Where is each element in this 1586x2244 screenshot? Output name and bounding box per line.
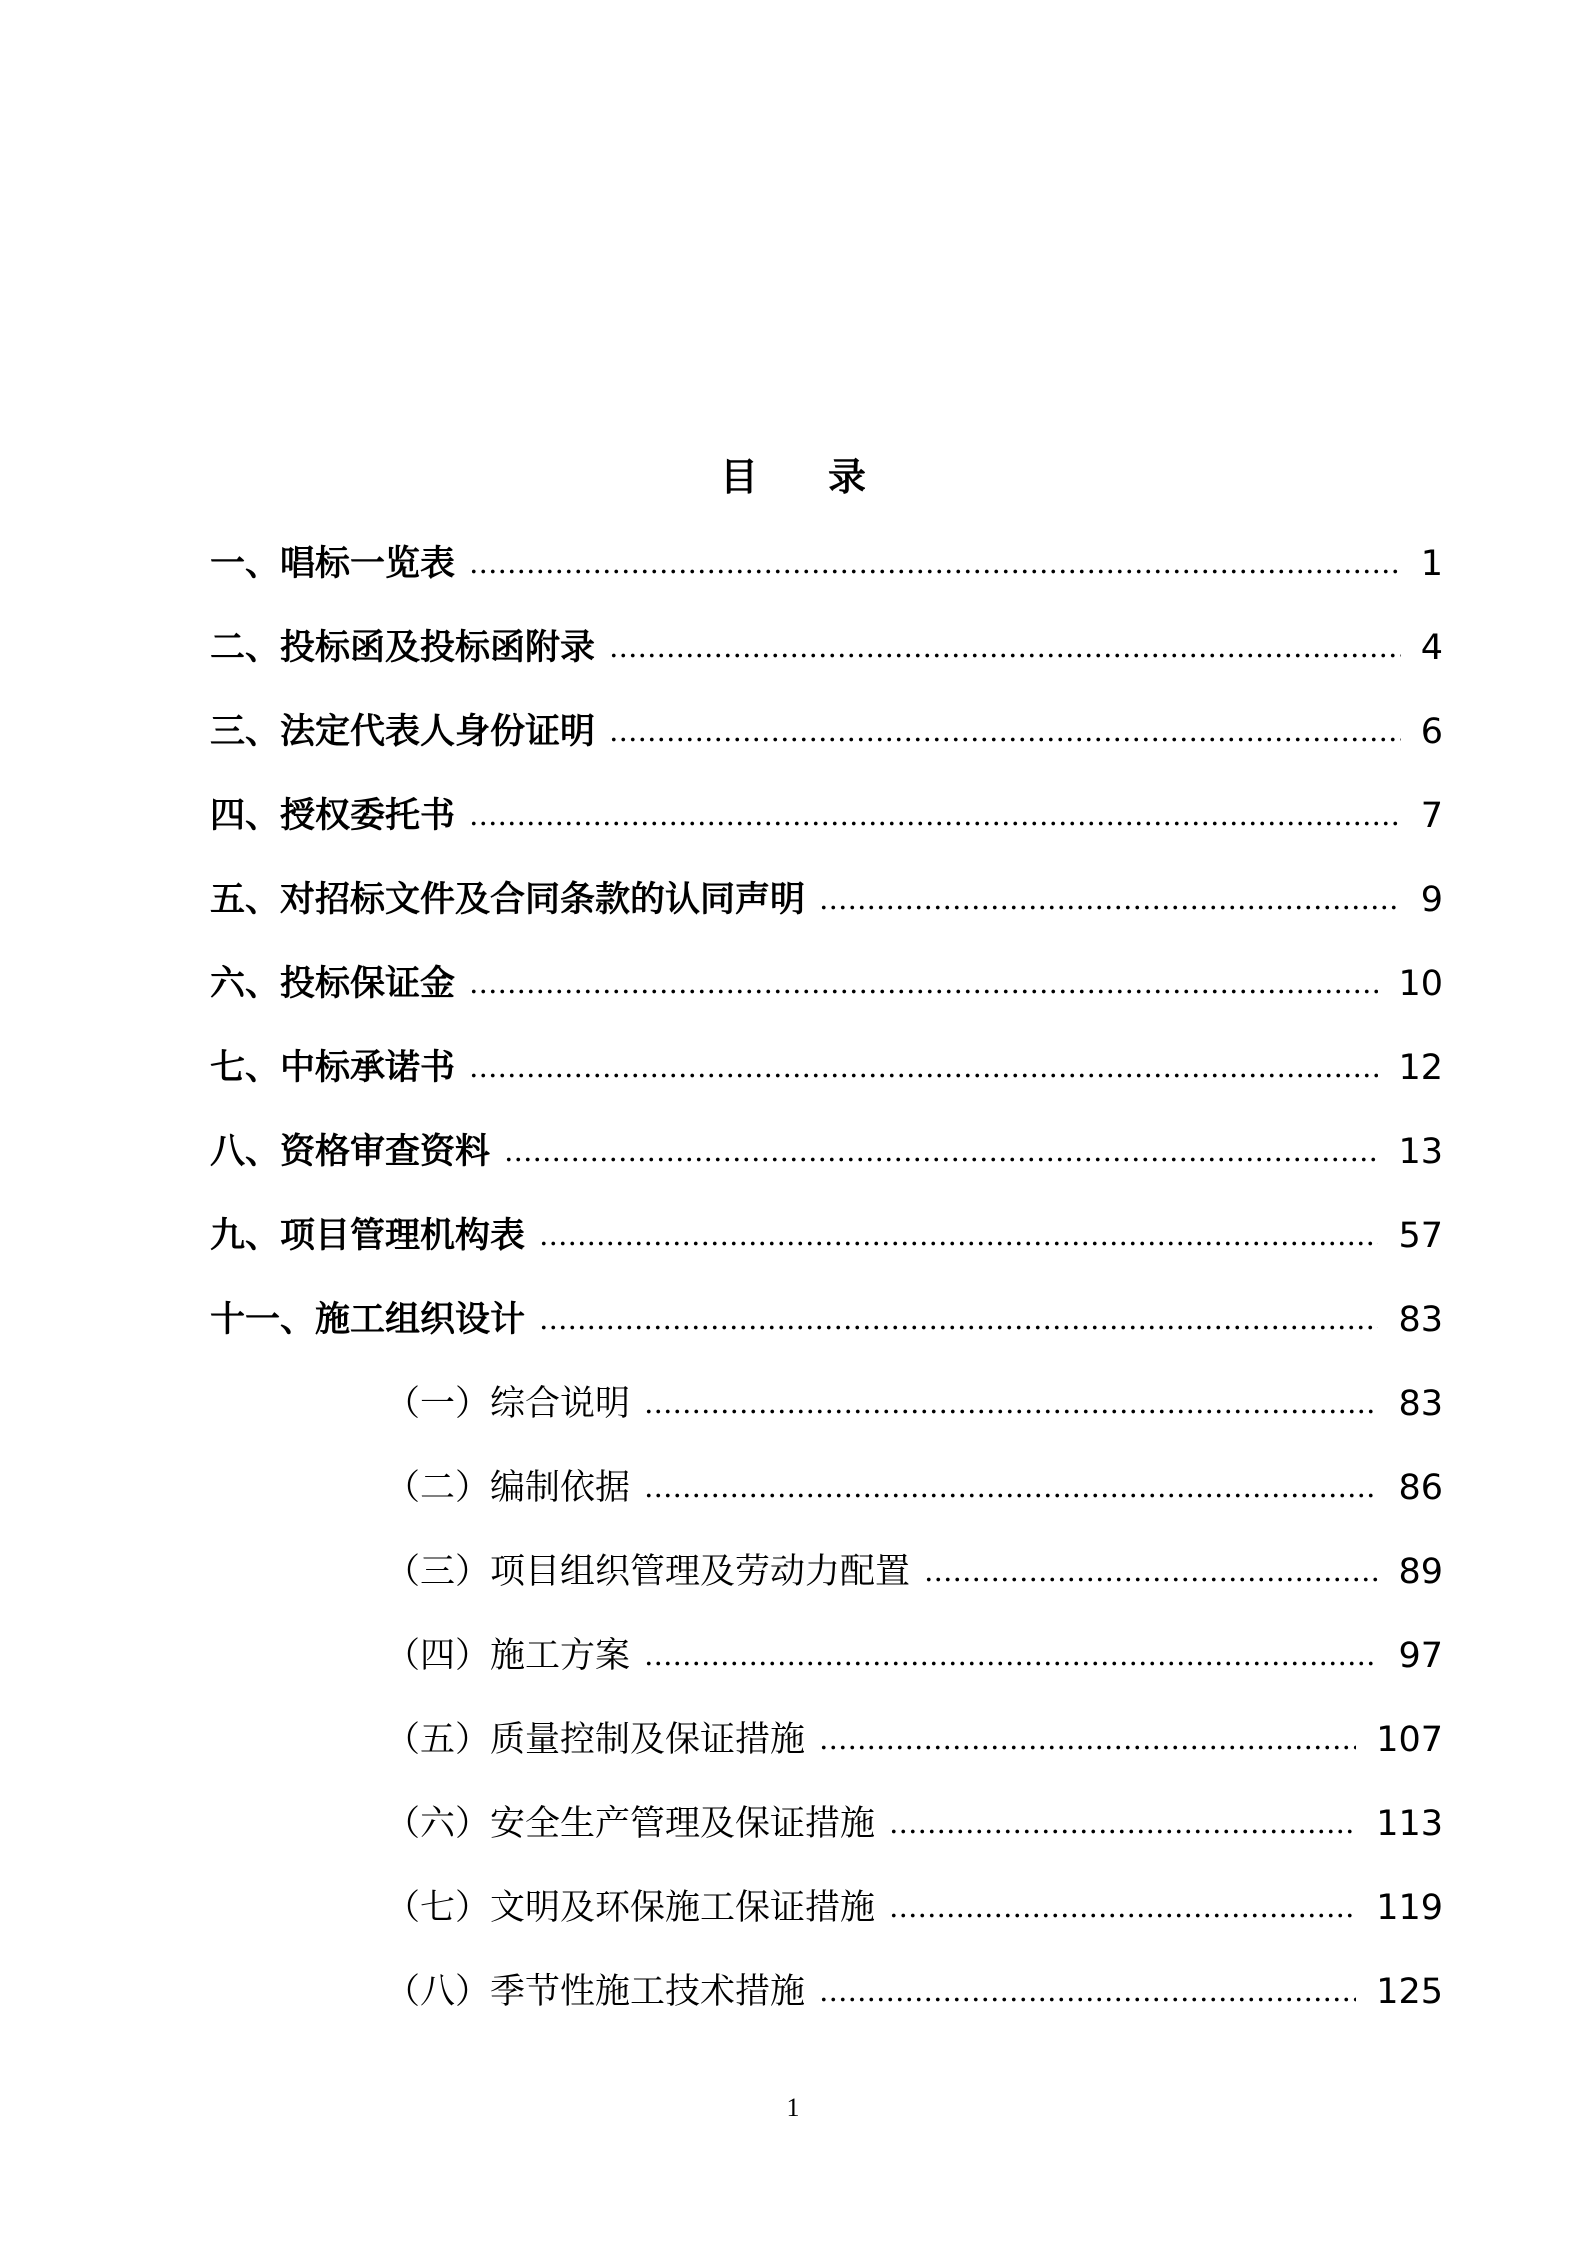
dot-leader: [819, 1745, 1356, 1750]
toc-entry-label: 八、资格审查资料: [210, 1132, 491, 1172]
dot-leader: [644, 1493, 1378, 1498]
dot-leader: [469, 1073, 1378, 1078]
toc-entry-page: 57: [1398, 1216, 1443, 1256]
dot-leader: [889, 1829, 1356, 1834]
toc-entry[interactable]: [0, 1110, 1586, 1194]
toc-subentry[interactable]: [0, 1446, 1586, 1530]
dot-leader: [644, 1409, 1378, 1414]
toc-entry[interactable]: [0, 774, 1586, 858]
toc-entry-page: 4: [1420, 628, 1443, 668]
toc-entry-page: 12: [1398, 1048, 1443, 1088]
toc-entry[interactable]: [0, 690, 1586, 774]
dot-leader: [469, 989, 1378, 994]
toc-subentry-label: （八）季节性施工技术措施: [385, 1972, 806, 2012]
toc-list: [0, 522, 1586, 2034]
toc-subentry-page: 113: [1376, 1804, 1443, 1844]
toc-entry[interactable]: [0, 1194, 1586, 1278]
toc-entry-page: 83: [1398, 1300, 1443, 1340]
toc-subentry-label: （五）质量控制及保证措施: [385, 1720, 806, 1760]
toc-entry-label: 六、投标保证金: [210, 964, 456, 1004]
toc-subentry[interactable]: [0, 1614, 1586, 1698]
dot-leader: [609, 653, 1401, 658]
dot-leader: [819, 905, 1401, 910]
toc-subentry-page: 86: [1398, 1468, 1443, 1508]
toc-subentry[interactable]: [0, 1530, 1586, 1614]
toc-entry[interactable]: [0, 522, 1586, 606]
dot-leader: [504, 1157, 1378, 1162]
toc-subentry[interactable]: [0, 1362, 1586, 1446]
toc-subentry-label: （七）文明及环保施工保证措施: [385, 1888, 876, 1928]
toc-entry-label: 一、唱标一览表: [210, 544, 456, 584]
toc-subentry-label: （三）项目组织管理及劳动力配置: [385, 1552, 911, 1592]
toc-entry-label: 九、项目管理机构表: [210, 1216, 526, 1256]
toc-entry-page: 6: [1420, 712, 1443, 752]
toc-subentry-label: （一）综合说明: [385, 1384, 631, 1424]
dot-leader: [539, 1325, 1378, 1330]
dot-leader: [924, 1577, 1378, 1582]
dot-leader: [609, 737, 1401, 742]
toc-entry-page: 1: [1420, 544, 1443, 584]
toc-entry-page: 10: [1398, 964, 1443, 1004]
toc-subentry-page: 107: [1376, 1720, 1443, 1760]
toc-subentry-label: （二）编制依据: [385, 1468, 631, 1508]
dot-leader: [889, 1913, 1356, 1918]
toc-entry-label: 二、投标函及投标函附录: [210, 628, 596, 668]
toc-subentry-page: 97: [1398, 1636, 1443, 1676]
toc-entry-label: 四、授权委托书: [210, 796, 456, 836]
toc-entry-page: 9: [1420, 880, 1443, 920]
toc-subentry[interactable]: [0, 1866, 1586, 1950]
dot-leader: [539, 1241, 1378, 1246]
toc-subentry-label: （四）施工方案: [385, 1636, 631, 1676]
toc-subentry[interactable]: [0, 1950, 1586, 2034]
toc-entry[interactable]: [0, 858, 1586, 942]
toc-entry-page: 13: [1398, 1132, 1443, 1172]
toc-subentry-page: 83: [1398, 1384, 1443, 1424]
toc-subentry-page: 89: [1398, 1552, 1443, 1592]
toc-entry-label: 十一、施工组织设计: [210, 1300, 526, 1340]
dot-leader: [469, 569, 1401, 574]
toc-entry-label: 五、对招标文件及合同条款的认同声明: [210, 880, 806, 920]
toc-entry[interactable]: [0, 606, 1586, 690]
toc-entry[interactable]: [0, 1278, 1586, 1362]
dot-leader: [644, 1661, 1378, 1666]
toc-title: 目录: [719, 455, 936, 499]
dot-leader: [469, 821, 1401, 826]
toc-entry-label: 三、法定代表人身份证明: [210, 712, 596, 752]
toc-subentry[interactable]: [0, 1698, 1586, 1782]
toc-subentry-page: 119: [1376, 1888, 1443, 1928]
toc-subentry[interactable]: [0, 1782, 1586, 1866]
toc-entry-page: 7: [1420, 796, 1443, 836]
toc-subentry-page: 125: [1376, 1972, 1443, 2012]
toc-subentry-label: （六）安全生产管理及保证措施: [385, 1804, 876, 1844]
page-number: 1: [786, 2093, 800, 2122]
toc-entry[interactable]: [0, 942, 1586, 1026]
toc-entry-label: 七、中标承诺书: [210, 1048, 456, 1088]
dot-leader: [819, 1997, 1356, 2002]
toc-entry[interactable]: [0, 1026, 1586, 1110]
